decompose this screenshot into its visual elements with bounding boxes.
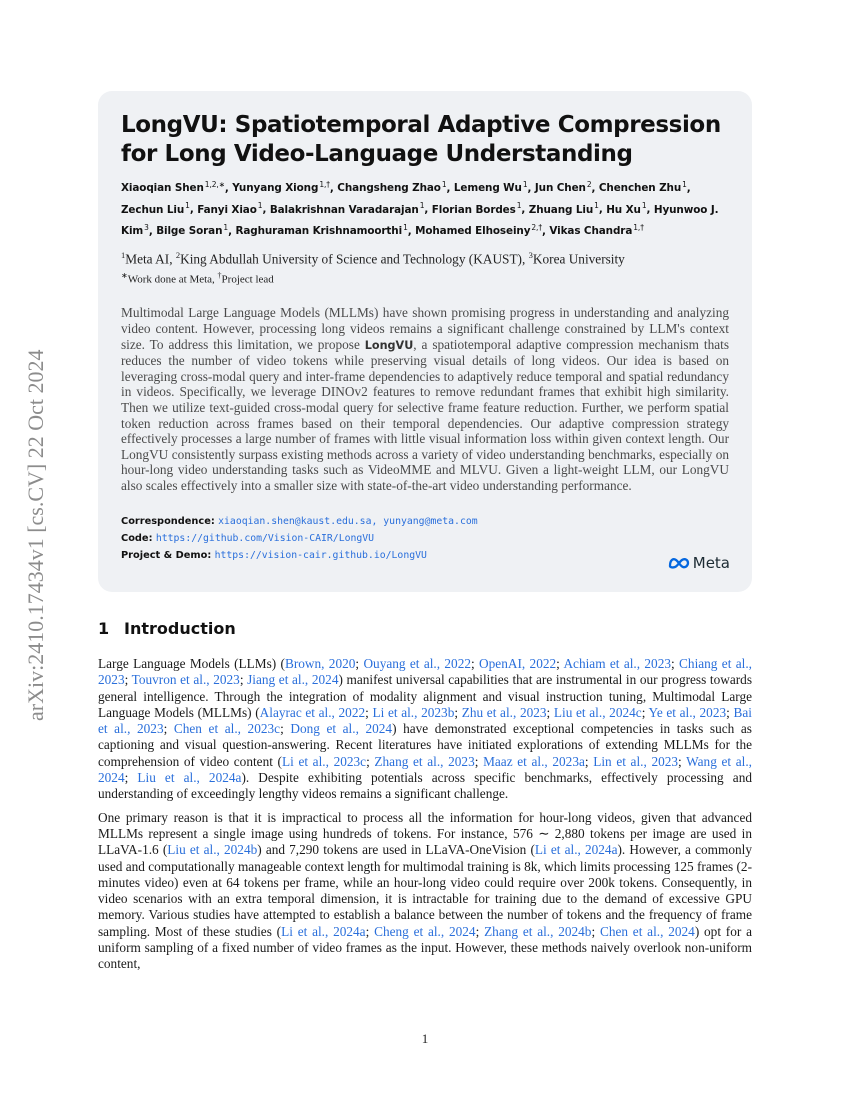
body-text-run: ;	[641, 704, 649, 720]
citation-link[interactable]: OpenAI, 2022	[479, 656, 557, 671]
body-text-run: ;	[475, 923, 485, 939]
citation-link[interactable]: Bai et al., 2023	[98, 704, 752, 737]
author-affiliation-marker: 1	[185, 201, 190, 211]
arxiv-identifier-stamp: arXiv:2410.17434v1 [cs.CV] 22 Oct 2024	[23, 349, 48, 721]
author	[121, 182, 225, 194]
body-paragraph	[98, 810, 752, 973]
author	[269, 201, 425, 216]
code-line	[121, 530, 729, 547]
body-text-run: ;	[124, 672, 132, 688]
body-text-run: ;	[365, 704, 373, 720]
citation-link[interactable]: Touvron et al., 2023	[131, 672, 240, 688]
author-name: Xiaoqian Shen	[121, 182, 204, 195]
note-text: Project lead	[221, 273, 274, 286]
author-name: Vikas Chandra	[549, 225, 633, 238]
citation-link[interactable]: Dong et al., 2024	[290, 721, 393, 737]
introduction-body	[98, 656, 752, 980]
project-link[interactable]: https://vision-cair.github.io/LongVU	[214, 549, 427, 561]
body-text-run: Large Language Models (LLMs) (	[98, 656, 285, 671]
body-text-run: ;	[366, 753, 375, 769]
paper-header-box	[98, 91, 752, 592]
citation-link[interactable]: Zhang et al., 2023	[374, 753, 475, 769]
author-name: Mohamed Elhoseiny	[415, 225, 531, 238]
author-affiliation-marker: 1,†	[633, 222, 644, 232]
author-affiliation-marker: 1,†	[319, 180, 330, 189]
body-text-run: ;	[163, 721, 174, 737]
affiliation-list	[121, 247, 729, 267]
body-text-run: ;	[355, 656, 364, 671]
affiliation-marker: 2	[175, 250, 181, 261]
author	[535, 182, 592, 194]
affiliation-name: Korea University	[532, 251, 625, 267]
abstract-text-before: Multimodal Large Language Models (MLLMs) have shown promising progress in understanding and analyzing video content. However, processing long videos remains a significant challenge constrained by LLM's context size. To address this limitation, we propose	[121, 305, 729, 352]
author-notes	[121, 268, 729, 288]
citation-link[interactable]: Alayrac et al., 2022	[259, 704, 366, 720]
code-link[interactable]: https://github.com/Vision-CAIR/LongVU	[155, 532, 375, 544]
citation-link[interactable]: Chen et al., 2024	[599, 923, 695, 939]
body-text-run: ;	[591, 923, 600, 939]
citation-link[interactable]: Ye et al., 2023	[648, 704, 727, 720]
note-marker: †	[217, 270, 222, 280]
body-text-run: ) manifest universal capabilities that are instrumental in our progress towards general intelligence. Through the integration of modality alignment and visual instruction tuning, Multimodal Large Language Models (MLLMs) (	[98, 672, 752, 720]
citation-link[interactable]: Wang et al., 2024	[98, 753, 752, 786]
affiliation-name: King Abdullah University of Science and Technology (KAUST),	[180, 251, 529, 267]
body-text-run: ;	[556, 656, 564, 671]
author-name: Changsheng Zhao	[337, 182, 441, 195]
author	[337, 182, 446, 194]
section-number: 1	[98, 619, 110, 638]
author-name: Bilge Soran	[156, 225, 223, 238]
citation-link[interactable]: Brown, 2020	[284, 656, 356, 671]
affiliation-marker: 1	[121, 250, 126, 261]
author	[156, 222, 229, 238]
author	[528, 201, 599, 216]
body-text-run: ;	[280, 721, 291, 737]
citation-link[interactable]: Jiang et al., 2024	[247, 672, 339, 688]
author	[415, 222, 542, 238]
author-affiliation-marker: 3	[144, 222, 149, 232]
meta-logo-text: Meta	[692, 554, 730, 572]
body-text-run: ;	[454, 704, 462, 720]
citation-link[interactable]: Zhu et al., 2023	[461, 704, 547, 720]
author	[232, 182, 330, 194]
author-name: Zhuang Liu	[528, 203, 594, 216]
author-affiliation-marker: 1	[516, 201, 522, 211]
author-affiliation-marker: 1	[641, 201, 647, 211]
citation-link[interactable]: Chen et al., 2023c	[173, 721, 281, 737]
note-text: Work done at Meta,	[127, 273, 218, 286]
author-name: Yunyang Xiong	[232, 182, 319, 195]
citation-link[interactable]: Maaz et al., 2023a	[483, 753, 585, 769]
author-affiliation-marker: 1	[419, 201, 425, 211]
author-name: Hyunwoo J. Kim	[121, 203, 719, 238]
section-heading-introduction	[98, 619, 236, 638]
body-text-run: ;	[124, 770, 138, 786]
citation-link[interactable]: Liu et al., 2024a	[137, 770, 242, 786]
author-affiliation-marker: 1	[522, 180, 528, 189]
body-text-run: One primary reason is that it is impractical to process all the information for hour-long videos, given that advanced MLLMs represent a single image using hundreds of tokens. For instance, 576 ∼ 2,880 tokens per image are used in LLaVA-1.6 (	[98, 809, 752, 858]
section-title: Introduction	[124, 619, 236, 638]
citation-link[interactable]: Liu et al., 2024c	[553, 704, 642, 720]
author-affiliation-marker: 1	[403, 222, 408, 232]
body-paragraph	[98, 656, 752, 803]
project-label: Project & Demo:	[121, 549, 212, 561]
author-name: Balakrishnan Varadarajan	[269, 203, 419, 216]
citation-link[interactable]: Ouyang et al., 2022	[363, 656, 471, 671]
citation-link[interactable]: Liu et al., 2024b	[167, 842, 258, 858]
citation-link[interactable]: Cheng et al., 2024	[374, 923, 476, 939]
project-line	[121, 547, 729, 564]
author-list: Xiaoqian Shen$^{1,2,∗}$, Yunyang Xiong$^{1,\dagger}$, Changsheng Zhao$^1$, Lemeng Wu$^1$, Jun Chen$^2$, Chenchen Zhu$^1$, Zechun Liu$^1$, Fanyi Xiao$^1$, Balakrishnan Varadarajan$^1$, Florian Bordes$^1$, Zhuang Liu$^1$, Hu Xu$^1$, Hyunwoo J. Kim$^3$, Bilge Soran$^1$, Raghuraman Krishnamoorthi$^1$, Mohamed Elhoseiny$^{2,\dagger}$, Vikas Chandra$^{1,\dagger}$	[121, 180, 719, 238]
page-number: 1	[421, 1031, 429, 1046]
citation-link[interactable]: Li et al., 2024a	[281, 923, 366, 939]
correspondence-label: Correspondence:	[121, 515, 215, 527]
citation-link[interactable]: Achiam et al., 2023	[563, 656, 671, 671]
author-name: Florian Bordes	[431, 203, 516, 216]
body-text-run: ;	[726, 704, 734, 720]
affiliation-name: Meta AI,	[125, 251, 176, 267]
correspondence-email-link[interactable]: xiaoqian.shen@kaust.edu.sa, yunyang@meta.com	[218, 515, 478, 527]
author	[121, 201, 190, 216]
body-text-run: ;	[546, 704, 554, 720]
body-text-run: ) opt for a uniform sampling of a fixed number of video frames as the input. However, these methods naively overlook non-uniform content,	[98, 923, 752, 972]
author-name: Lemeng Wu	[453, 182, 522, 195]
body-text-run: ;	[584, 753, 594, 769]
author-affiliation-marker: 1	[594, 201, 599, 211]
author-affiliation-marker: 2,†	[531, 222, 542, 232]
author	[549, 222, 644, 238]
author-name: Jun Chen	[534, 182, 586, 195]
abstract	[121, 305, 729, 493]
author-affiliation-marker: 1	[682, 180, 687, 189]
body-text-run: ). Despite exhibiting potentials across specific benchmarks, effectively processing and understanding of exceedingly lengthy videos remains a significant challenge.	[98, 770, 752, 802]
author-affiliation-marker: 1	[223, 222, 229, 232]
body-text-run: ;	[671, 656, 680, 671]
author	[599, 182, 687, 194]
note-marker: ∗	[121, 270, 128, 280]
correspondence-line	[121, 513, 729, 530]
author-name: Hu Xu	[606, 203, 641, 216]
body-text-run: ;	[678, 753, 687, 769]
author-name: Raghuraman Krishnamoorthi	[235, 225, 403, 238]
paper-title: LongVU: Spatiotemporal Adaptive Compression for Long Video-Language Understanding	[121, 112, 721, 167]
body-text-run: ) and 7,290 tokens are used in LLaVA-OneVision (	[257, 842, 535, 858]
affiliation-marker: 3	[528, 250, 533, 261]
author-affiliation-marker: 1	[441, 180, 447, 189]
body-text-run: ;	[471, 656, 480, 671]
code-label: Code:	[121, 532, 153, 544]
author	[197, 201, 263, 216]
author-affiliation-marker: 1,2,∗	[204, 180, 225, 189]
contact-links	[121, 513, 729, 564]
citation-link[interactable]: Zhang et al., 2024b	[484, 923, 592, 939]
author-affiliation-marker: 1	[257, 201, 263, 211]
citation-link[interactable]: Li et al., 2023c	[281, 753, 367, 769]
meta-infinity-logo-icon	[668, 557, 690, 569]
author-affiliation-marker: 2	[586, 180, 592, 189]
abstract-brand-name: LongVU	[364, 338, 414, 352]
author-name: Fanyi Xiao	[197, 203, 257, 216]
body-text-run: ;	[474, 753, 484, 769]
abstract-text-after: , a spatiotemporal adaptive compression mechanism thats reduces the number of video tokens while preserving visual details of long videos. Our idea is based on leveraging cross-modal query and inter-frame dependencies to adaptively reduce temporal and spatial redundancy in videos. Specifically, we leverage DINOv2 features to remove redundant frames that exhibit high similarity. Then we utilize text-guided cross-modal query for selective frame feature reduction. Further, we perform spatial token reduction across frames based on their temporal dependencies. Our adaptive compression strategy effectively processes a large number of frames with little visual information loss within given context length. Our LongVU consistently surpass existing methods across a variety of video understanding benchmarks, especially on hour-long video understanding tasks such as VideoMME and MLVU. Given a light-weight LLM, our LongVU also scales effectively into a smaller size with state-of-the-art video understanding performance.	[121, 336, 729, 494]
author-name: Chenchen Zhu	[598, 182, 682, 195]
citation-link[interactable]: Lin et al., 2023	[593, 753, 679, 769]
body-text-run: ). However, a commonly used and computationally manageable context length for multimodal training is 8k, which limits processing 125 frames (2-minutes video) even at 64 tokens per frame, while an hour-long video could require over 200k tokens. Consequently, in video scenarios with an extra temporal dimension, it is intractable for training due to the demand of excessive GPU memory. Various studies have attempted to establish a balance between the number of tokens and the frequency of frame sampling. Most of these studies (	[98, 842, 752, 939]
body-text-run: ) have demonstrated exceptional competencies in tasks such as captioning and visual question-answering. Recent literatures have initiated explorations of extending MLLMs for the comprehension of video content (	[98, 721, 752, 769]
meta-logo	[668, 554, 730, 572]
citation-link[interactable]: Li et al., 2024a	[534, 842, 618, 858]
citation-link[interactable]: Chiang et al., 2023	[98, 656, 752, 688]
author-name: Zechun Liu	[121, 203, 185, 216]
body-text-run: ;	[239, 672, 248, 688]
author	[235, 222, 408, 238]
author	[454, 182, 528, 194]
author	[606, 201, 647, 216]
author	[431, 201, 522, 216]
citation-link[interactable]: Li et al., 2023b	[372, 704, 455, 720]
body-text-run: ;	[365, 923, 375, 939]
